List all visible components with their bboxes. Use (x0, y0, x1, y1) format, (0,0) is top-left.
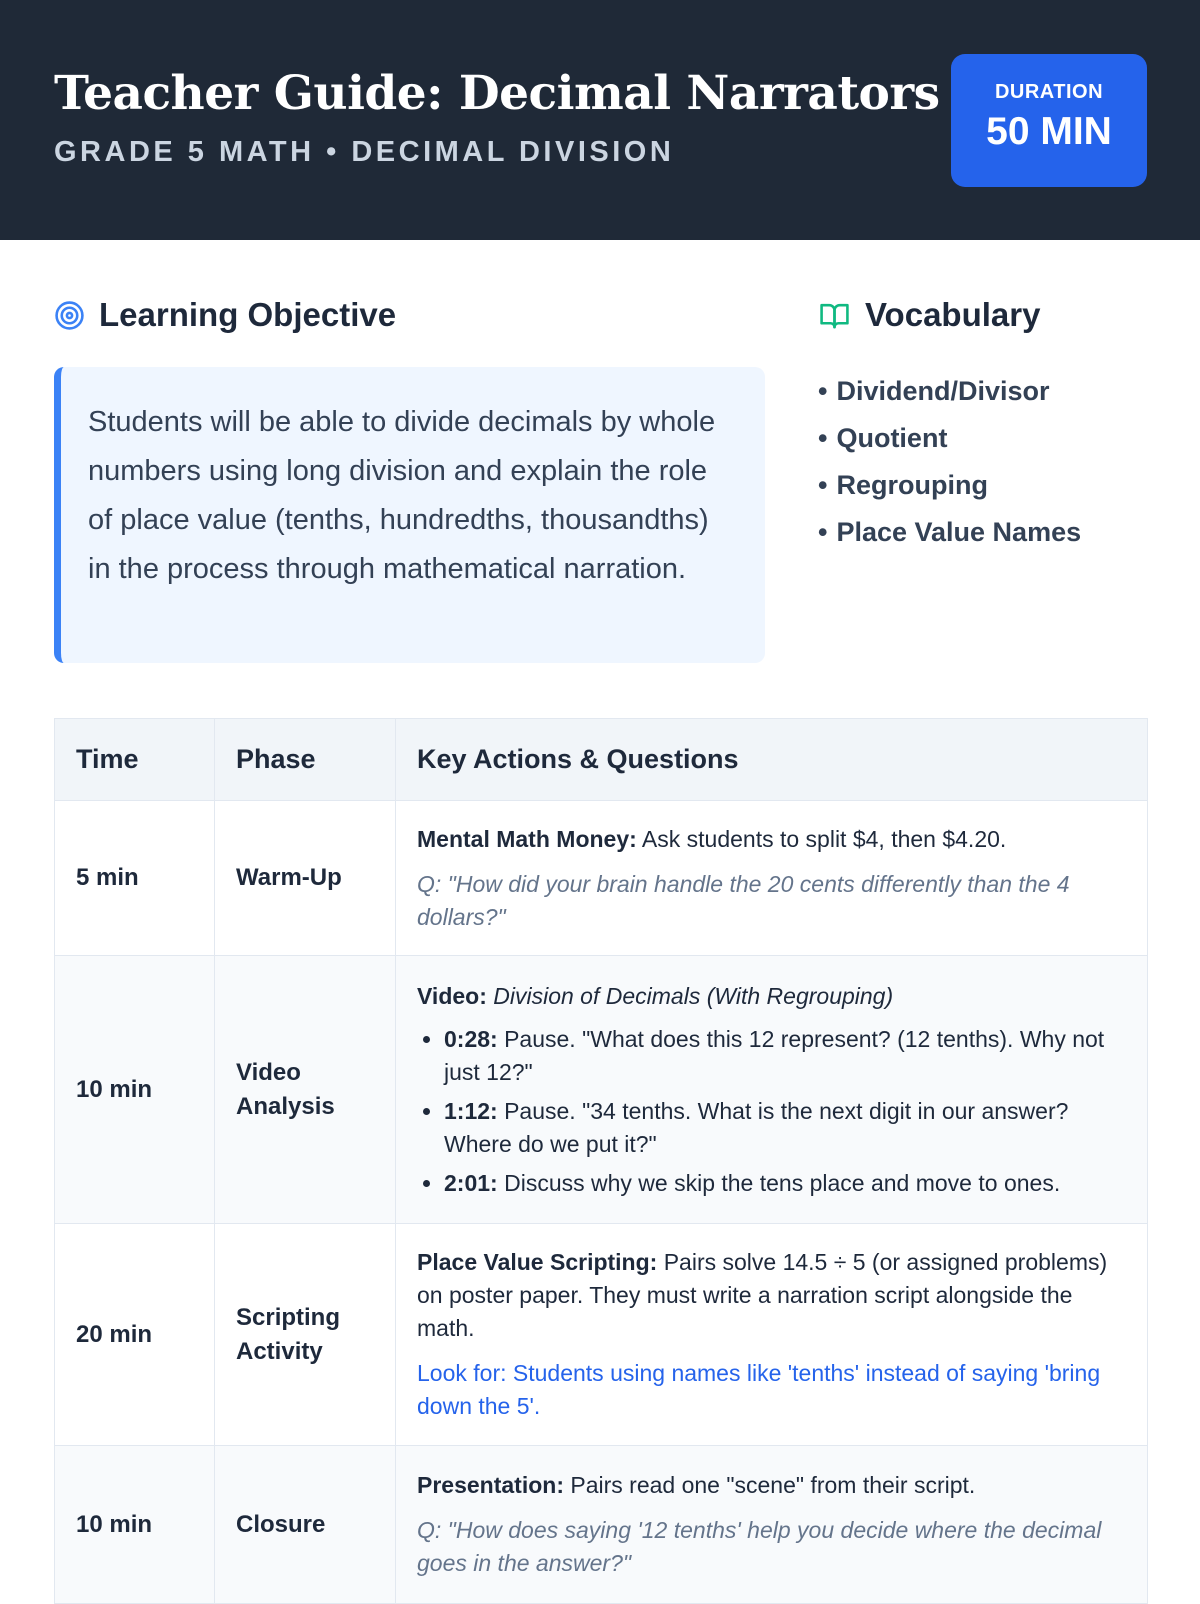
action-lead (417, 823, 1126, 856)
timestamp: 2:01: (444, 1169, 498, 1196)
row-time: 10 min (55, 956, 215, 1224)
action-lead (417, 1469, 1126, 1502)
timestamp: 0:28: (444, 1025, 498, 1052)
row-actions (396, 1224, 1148, 1446)
action-lead (417, 1246, 1126, 1345)
vocabulary-heading-label: Vocabulary (865, 296, 1041, 333)
look-for-note: Look for: Students using names like 'tenths' instead of saying 'bring down the 5'. (417, 1360, 1101, 1419)
table-row (55, 1224, 1148, 1446)
action-lead-text: Pairs read one "scene" from their script. (563, 1472, 976, 1498)
guiding-question: Q: "How does saying '12 tenths' help you decide where the decimal goes in the answer?" (417, 1517, 1102, 1576)
vocabulary-heading (818, 296, 1040, 334)
action-lead-bold: Place Value Scripting: (417, 1249, 658, 1275)
row-phase: Warm-Up (215, 801, 396, 956)
video-pause-list (417, 1023, 1126, 1200)
row-phase: Scripting Activity (215, 1224, 396, 1446)
table-row (55, 801, 1148, 956)
action-lead-bold: Mental Math Money: (417, 825, 637, 852)
duration-label: DURATION (994, 81, 1104, 103)
duration-badge (951, 54, 1147, 187)
vocabulary-item: • Place Value Names (818, 509, 1081, 556)
column-header-phase: Phase (215, 719, 396, 801)
list-item (444, 1023, 1126, 1089)
list-item (444, 1095, 1126, 1161)
column-header-time: Time (55, 719, 215, 801)
column-header-actions: Key Actions & Questions (396, 719, 1148, 801)
vocabulary-item: • Quotient (818, 415, 1081, 462)
row-phase: Video Analysis (215, 956, 396, 1224)
page-title: Teacher Guide: Decimal Narrators (54, 66, 940, 121)
lesson-plan-table (54, 718, 1148, 1604)
timestamp: 1:12: (444, 1097, 498, 1124)
row-actions (396, 1446, 1148, 1604)
action-lead-text: Ask students to split $4, then $4.20. (636, 825, 1007, 852)
vocabulary-item: • Regrouping (818, 462, 1081, 509)
page-header (0, 0, 1200, 240)
row-time: 5 min (55, 801, 215, 956)
objective-heading (54, 296, 396, 334)
guiding-question: Q: "How did your brain handle the 20 cents differently than the 4 dollars?" (417, 870, 1070, 930)
book-open-icon (818, 300, 851, 331)
row-time: 10 min (55, 1446, 215, 1604)
list-item-text: Pause. "What does this 12 represent? (12 tenths). Why not just 12?" (444, 1025, 1105, 1085)
target-icon (54, 300, 85, 331)
action-lead-bold: Video: (417, 982, 487, 1009)
objective-heading-label: Learning Objective (99, 296, 397, 333)
list-item-text: Pause. "34 tenths. What is the next digit in our answer? Where do we put it?" (444, 1097, 1069, 1157)
action-lead (417, 980, 1126, 1013)
video-title: Division of Decimals (With Regrouping) (493, 982, 894, 1009)
action-lead-text: Pairs solve 14.5 ÷ 5 (or assigned problems) on poster paper. They must write a narration script alongside the math. (417, 1249, 1108, 1341)
row-time: 20 min (55, 1224, 215, 1446)
table-header-row (55, 719, 1148, 801)
list-item (444, 1167, 1126, 1200)
row-phase: Closure (215, 1446, 396, 1604)
objective-box: Students will be able to divide decimals by whole numbers using long division and explain the role of place value (tenths, hundredths, thousandths) in the process through mathematical narration. (54, 367, 765, 663)
vocabulary-item: • Dividend/Divisor (818, 368, 1081, 415)
vocabulary-list (818, 368, 1081, 556)
table-row (55, 956, 1148, 1224)
page-subtitle: GRADE 5 MATH • DECIMAL DIVISION (54, 136, 675, 168)
list-item-text: Discuss why we skip the tens place and move to ones. (497, 1169, 1061, 1196)
action-lead-bold: Presentation: (417, 1472, 564, 1498)
row-actions (396, 956, 1148, 1224)
row-actions (396, 801, 1148, 956)
duration-value: 50 MIN (986, 110, 1112, 153)
table-row (55, 1446, 1148, 1604)
